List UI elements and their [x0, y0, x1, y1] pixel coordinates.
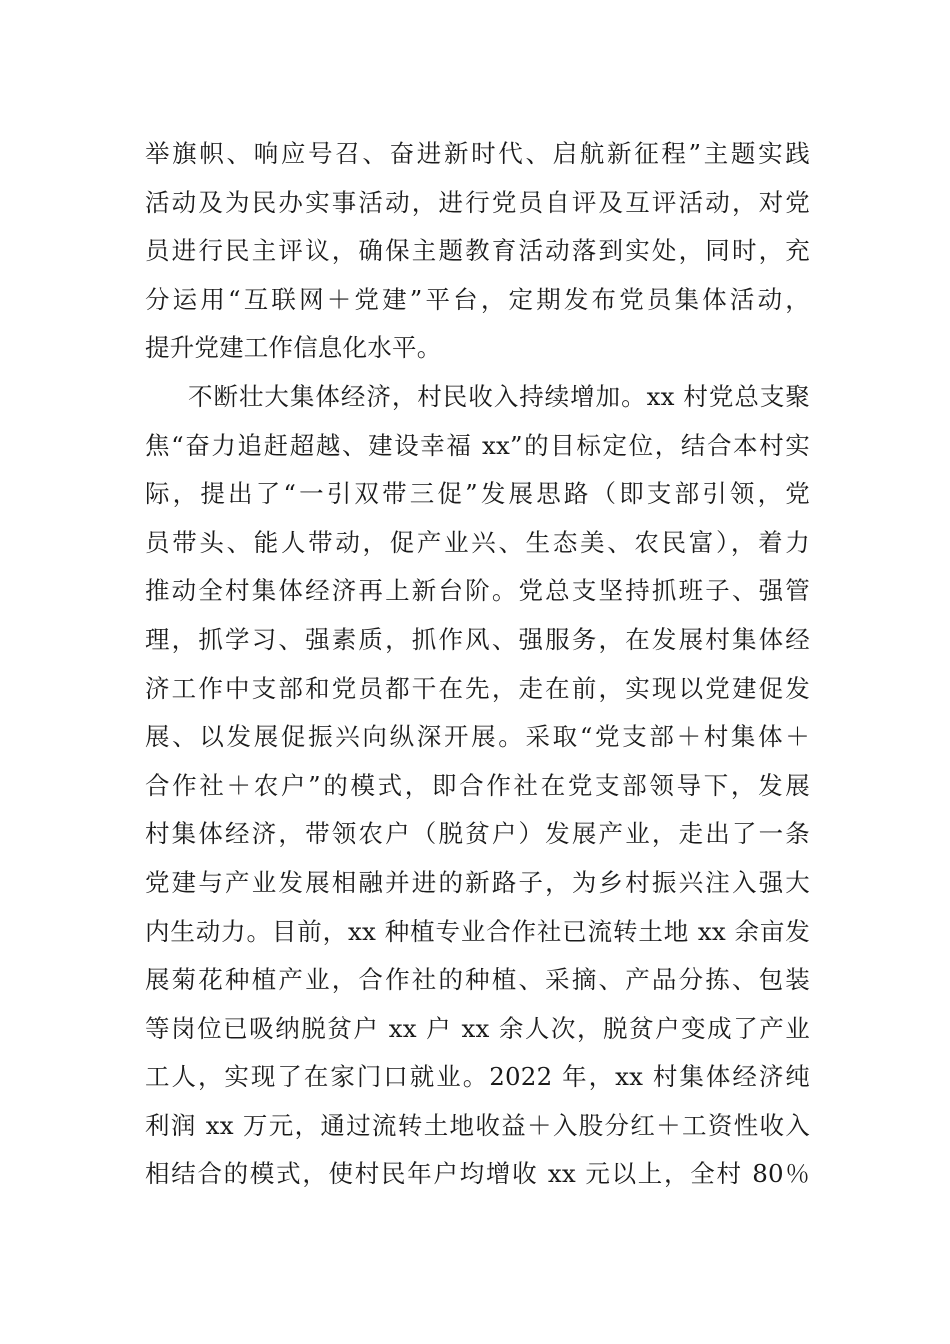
text-line: 际，提出了“一引双带三促”发展思路（即支部引领，党 — [145, 479, 810, 509]
text-line: 等岗位已吸纳脱贫户 xx 户 xx 余人次，脱贫户变成了产业 — [145, 1013, 810, 1043]
text-line: 展菊花种植产业，合作社的种植、采摘、产品分拣、包装 — [145, 965, 810, 995]
text-line: 分运用“互联网＋党建”平台，定期发布党员集体活动， — [145, 284, 810, 314]
text-line: 村集体经济，带领农户（脱贫户）发展产业，走出了一条 — [145, 819, 810, 849]
text-line: 展、以发展促振兴向纵深开展。采取“党支部＋村集体＋ — [145, 722, 810, 752]
paragraph-collective-economy — [145, 373, 810, 1199]
paragraph-party-building — [145, 130, 810, 373]
text-line: 相结合的模式，使村民年户均增收 xx 元以上，全村 80％ — [145, 1159, 810, 1189]
text-line: 济工作中支部和党员都干在先，走在前，实现以党建促发 — [145, 673, 810, 703]
text-line: 员带头、能人带动，促产业兴、生态美、农民富），着力 — [145, 527, 810, 557]
text-line: 党建与产业发展相融并进的新路子，为乡村振兴注入强大 — [145, 867, 810, 897]
text-line: 提升党建工作信息化水平。 — [145, 333, 442, 363]
text-line: 合作社＋农户”的模式，即合作社在党支部领导下，发展 — [145, 770, 810, 800]
text-line: 利润 xx 万元，通过流转土地收益＋入股分红＋工资性收入 — [145, 1110, 810, 1140]
text-line: 活动及为民办实事活动，进行党员自评及互评活动，对党 — [145, 187, 810, 217]
text-line: 不断壮大集体经济，村民收入持续增加。xx 村党总支聚 — [188, 381, 810, 411]
text-line: 焦“奋力追赶超越、建设幸福 xx”的目标定位，结合本村实 — [145, 430, 810, 460]
text-line: 员进行民主评议，确保主题教育活动落到实处，同时，充 — [145, 236, 810, 266]
text-line: 举旗帜、响应号召、奋进新时代、启航新征程”主题实践 — [145, 139, 810, 168]
text-line: 内生动力。目前，xx 种植专业合作社已流转土地 xx 余亩发 — [145, 916, 810, 946]
text-line: 推动全村集体经济再上新台阶。党总支坚持抓班子、强管 — [145, 576, 810, 606]
document-body — [145, 130, 810, 1199]
text-line: 工人，实现了在家门口就业。2022 年，xx 村集体经济纯 — [145, 1062, 810, 1092]
text-line: 理，抓学习、强素质，抓作风、强服务，在发展村集体经 — [145, 624, 810, 654]
